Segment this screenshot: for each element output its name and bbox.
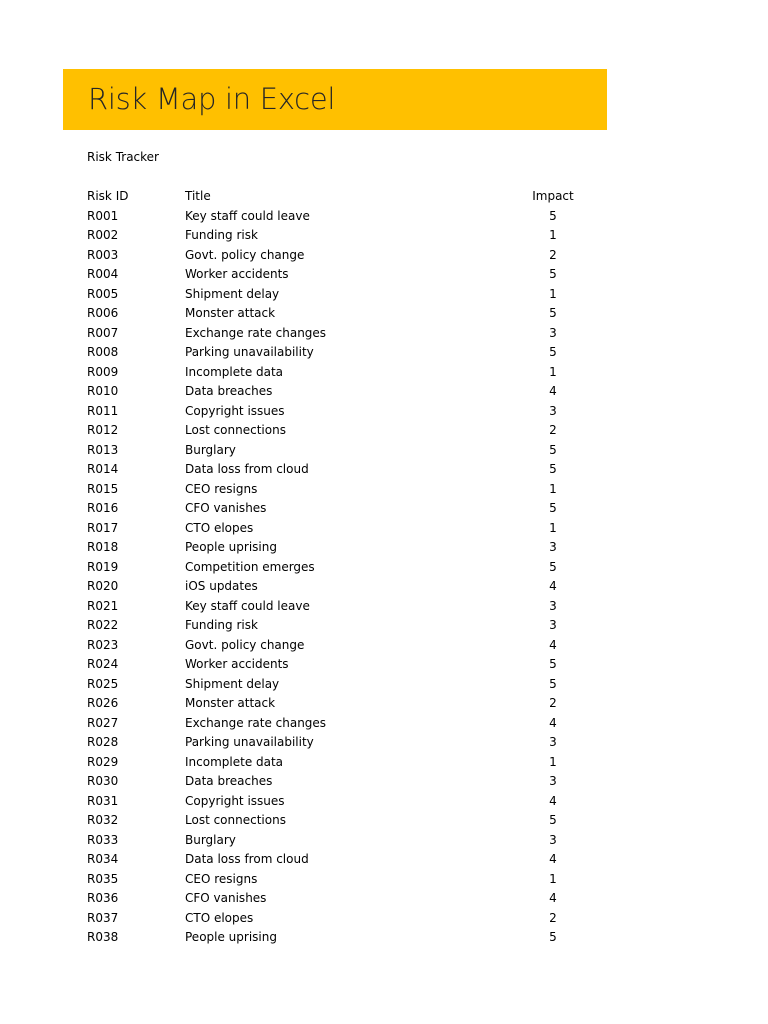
table-row xyxy=(87,519,587,539)
risk-id-cell: R018 xyxy=(87,540,119,554)
risk-id-cell: R002 xyxy=(87,228,119,242)
table-row xyxy=(87,480,587,500)
impact-cell: 1 xyxy=(549,871,557,886)
risk-id-cell: R001 xyxy=(87,208,119,223)
table-row xyxy=(87,733,587,753)
risk-title-cell: Monster attack xyxy=(185,306,276,320)
risk-id-cell: R020 xyxy=(87,579,119,593)
risk-id-cell: R006 xyxy=(87,306,119,320)
table-row xyxy=(87,753,587,773)
impact-cell: 2 xyxy=(549,247,557,262)
risk-id-cell: R010 xyxy=(87,384,119,398)
impact-cell: 1 xyxy=(549,754,557,769)
impact-cell: 1 xyxy=(549,520,557,535)
risk-id-cell: R013 xyxy=(87,442,119,457)
risk-title-cell: Copyright issues xyxy=(185,403,285,418)
impact-cell: 3 xyxy=(549,540,557,554)
table-row xyxy=(87,597,587,617)
risk-title-cell: Funding risk xyxy=(185,228,258,242)
impact-cell: 4 xyxy=(549,579,557,593)
table-row xyxy=(87,538,587,558)
risk-title-cell: Copyright issues xyxy=(185,793,285,808)
table-row xyxy=(87,714,587,734)
table-row xyxy=(87,460,587,480)
impact-cell: 3 xyxy=(549,618,557,632)
table-row xyxy=(87,363,587,383)
risk-id-cell: R031 xyxy=(87,793,119,808)
risk-id-cell: R015 xyxy=(87,481,119,496)
impact-cell: 4 xyxy=(549,715,557,730)
risk-title-cell: Incomplete data xyxy=(185,364,284,379)
risk-title-cell: Govt. policy change xyxy=(185,637,305,652)
table-row xyxy=(87,616,587,636)
table-row xyxy=(87,831,587,851)
column-header-impact: Impact xyxy=(532,189,574,203)
risk-title-cell: People uprising xyxy=(185,930,277,944)
table-row xyxy=(87,402,587,422)
impact-cell: 5 xyxy=(549,267,557,281)
impact-cell: 3 xyxy=(549,735,557,749)
impact-cell: 1 xyxy=(549,228,557,242)
risk-title-cell: Exchange rate changes xyxy=(185,325,327,340)
risk-title-cell: CTO elopes xyxy=(185,520,254,535)
impact-cell: 1 xyxy=(549,481,557,496)
risk-id-cell: R033 xyxy=(87,832,119,847)
impact-cell: 4 xyxy=(549,891,557,905)
page-title: Risk Map in Excel xyxy=(88,82,336,116)
impact-cell: 5 xyxy=(549,813,557,827)
impact-cell: 4 xyxy=(549,637,557,652)
risk-id-cell: R014 xyxy=(87,462,119,476)
risk-id-cell: R027 xyxy=(87,715,119,730)
impact-cell: 5 xyxy=(549,501,557,515)
risk-title-cell: People uprising xyxy=(185,540,277,554)
risk-id-cell: R035 xyxy=(87,871,119,886)
risk-title-cell: Data breaches xyxy=(185,774,273,788)
section-title: Risk Tracker xyxy=(87,150,159,164)
risk-id-cell: R022 xyxy=(87,618,119,632)
table-row xyxy=(87,870,587,890)
table-body xyxy=(87,207,587,948)
impact-cell: 3 xyxy=(549,403,557,418)
risk-id-cell: R011 xyxy=(87,403,119,418)
table-row xyxy=(87,265,587,285)
risk-title-cell: Key staff could leave xyxy=(185,598,310,613)
risk-title-cell: CFO vanishes xyxy=(185,501,267,515)
risk-title-cell: Burglary xyxy=(185,832,236,847)
table-row xyxy=(87,694,587,714)
risk-id-cell: R003 xyxy=(87,247,119,262)
risk-title-cell: Data breaches xyxy=(185,384,273,398)
risk-id-cell: R008 xyxy=(87,345,119,359)
table-row xyxy=(87,655,587,675)
impact-cell: 5 xyxy=(549,930,557,944)
table-row xyxy=(87,421,587,441)
risk-id-cell: R019 xyxy=(87,559,119,574)
table-row xyxy=(87,382,587,402)
risk-id-cell: R016 xyxy=(87,501,119,515)
risk-title-cell: Key staff could leave xyxy=(185,208,310,223)
table-row xyxy=(87,246,587,266)
risk-id-cell: R009 xyxy=(87,364,119,379)
risk-id-cell: R005 xyxy=(87,286,119,301)
impact-cell: 4 xyxy=(549,852,557,866)
table-row xyxy=(87,304,587,324)
impact-cell: 5 xyxy=(549,208,557,223)
risk-id-cell: R026 xyxy=(87,696,119,710)
risk-id-cell: R034 xyxy=(87,852,119,866)
impact-cell: 5 xyxy=(549,559,557,574)
table-row xyxy=(87,889,587,909)
risk-id-cell: R024 xyxy=(87,657,119,671)
table-row xyxy=(87,285,587,305)
risk-title-cell: CEO resigns xyxy=(185,871,258,886)
table-row xyxy=(87,441,587,461)
table-row xyxy=(87,577,587,597)
table-row xyxy=(87,675,587,695)
risk-id-cell: R017 xyxy=(87,520,119,535)
impact-cell: 5 xyxy=(549,442,557,457)
risk-id-cell: R030 xyxy=(87,774,119,788)
impact-cell: 1 xyxy=(549,364,557,379)
impact-cell: 5 xyxy=(549,676,557,691)
risk-id-cell: R025 xyxy=(87,676,119,691)
risk-table xyxy=(87,187,587,948)
risk-title-cell: Data loss from cloud xyxy=(185,462,309,476)
risk-title-cell: Govt. policy change xyxy=(185,247,305,262)
table-header-row xyxy=(87,187,587,207)
table-row xyxy=(87,928,587,948)
impact-cell: 3 xyxy=(549,832,557,847)
risk-id-cell: R012 xyxy=(87,423,119,437)
table-row xyxy=(87,792,587,812)
impact-cell: 3 xyxy=(549,325,557,340)
table-row xyxy=(87,499,587,519)
risk-id-cell: R038 xyxy=(87,930,119,944)
risk-title-cell: Parking unavailability xyxy=(185,345,314,359)
column-header-title: Title xyxy=(185,189,211,203)
impact-cell: 4 xyxy=(549,793,557,808)
impact-cell: 3 xyxy=(549,774,557,788)
risk-title-cell: Competition emerges xyxy=(185,559,315,574)
impact-cell: 1 xyxy=(549,286,557,301)
table-row xyxy=(87,324,587,344)
risk-id-cell: R032 xyxy=(87,813,119,827)
column-header-risk-id: Risk ID xyxy=(87,189,129,203)
table-row xyxy=(87,343,587,363)
risk-title-cell: Worker accidents xyxy=(185,657,289,671)
risk-title-cell: Shipment delay xyxy=(185,676,280,691)
risk-title-cell: CEO resigns xyxy=(185,481,258,496)
impact-cell: 3 xyxy=(549,598,557,613)
impact-cell: 2 xyxy=(549,696,557,710)
risk-id-cell: R028 xyxy=(87,735,119,749)
impact-cell: 5 xyxy=(549,657,557,671)
table-row xyxy=(87,772,587,792)
impact-cell: 2 xyxy=(549,423,557,437)
risk-title-cell: Exchange rate changes xyxy=(185,715,327,730)
table-row xyxy=(87,226,587,246)
risk-title-cell: Incomplete data xyxy=(185,754,284,769)
risk-title-cell: Funding risk xyxy=(185,618,258,632)
risk-title-cell: Lost connections xyxy=(185,813,286,827)
table-row xyxy=(87,811,587,831)
impact-cell: 5 xyxy=(549,345,557,359)
title-banner xyxy=(63,69,607,130)
risk-title-cell: iOS updates xyxy=(185,579,258,593)
table-row xyxy=(87,909,587,929)
table-row xyxy=(87,850,587,870)
impact-cell: 2 xyxy=(549,910,557,925)
risk-title-cell: Worker accidents xyxy=(185,267,289,281)
risk-id-cell: R036 xyxy=(87,891,119,905)
risk-title-cell: CTO elopes xyxy=(185,910,254,925)
risk-title-cell: Parking unavailability xyxy=(185,735,314,749)
risk-title-cell: CFO vanishes xyxy=(185,891,267,905)
risk-id-cell: R007 xyxy=(87,325,119,340)
risk-title-cell: Data loss from cloud xyxy=(185,852,309,866)
risk-id-cell: R023 xyxy=(87,637,119,652)
impact-cell: 4 xyxy=(549,384,557,398)
risk-title-cell: Monster attack xyxy=(185,696,276,710)
risk-id-cell: R037 xyxy=(87,910,119,925)
risk-id-cell: R029 xyxy=(87,754,119,769)
impact-cell: 5 xyxy=(549,306,557,320)
risk-title-cell: Burglary xyxy=(185,442,236,457)
risk-id-cell: R004 xyxy=(87,267,119,281)
table-row xyxy=(87,636,587,656)
risk-title-cell: Lost connections xyxy=(185,423,286,437)
risk-id-cell: R021 xyxy=(87,598,119,613)
table-row xyxy=(87,207,587,227)
impact-cell: 5 xyxy=(549,462,557,476)
risk-title-cell: Shipment delay xyxy=(185,286,280,301)
table-row xyxy=(87,558,587,578)
